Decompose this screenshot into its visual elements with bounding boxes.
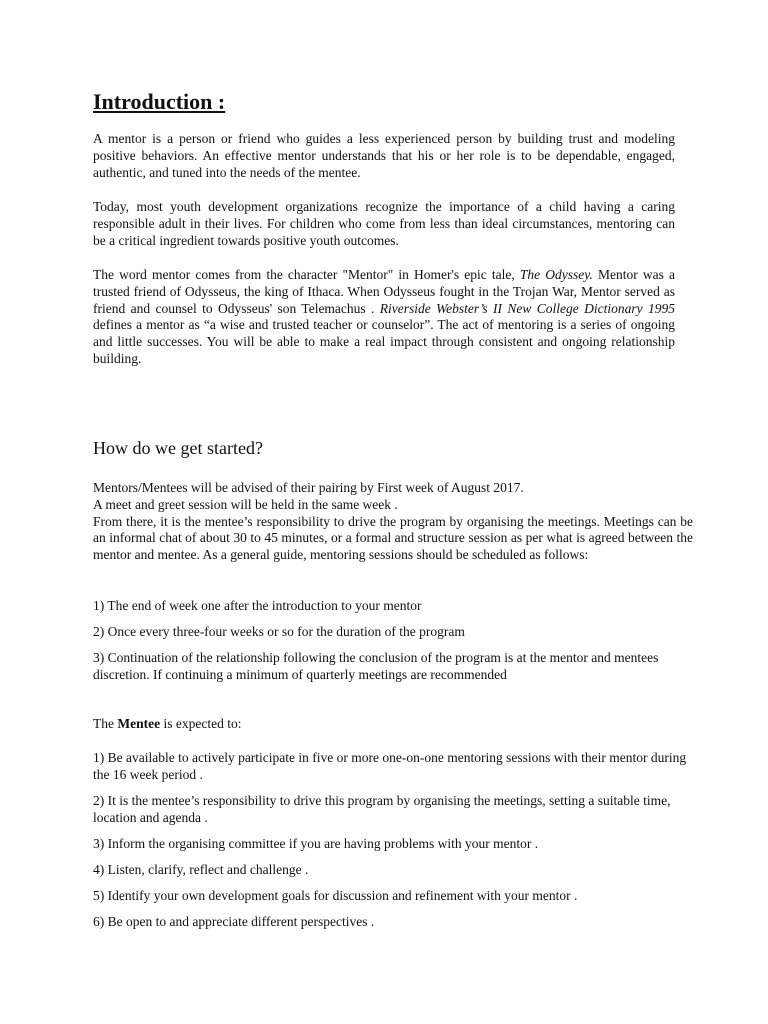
mentee-item-3: 3) Inform the organising committee if you are having problems with your mentor .: [93, 836, 539, 851]
intro-paragraph-2: Today, most youth development organizations recognize the importance of a child having a caring responsible adult in their lives. For children who come from less than ideal circumstances, mentoring can be a critical ingredient towards positive youth outcomes.: [93, 199, 675, 248]
mentee-intro: [93, 716, 693, 733]
getting-started-heading: How do we get started?: [93, 438, 263, 458]
schedule-item-3: 3) Continuation of the relationship following the conclusion of the program is at the mentor and mentees discretion. If continuing a minimum of quarterly meetings are recommended: [93, 650, 659, 682]
mentee-bold-label: Mentee: [117, 716, 161, 731]
schedule-item-1: 1) The end of week one after the introduction to your mentor: [93, 598, 422, 613]
pairing-line: Mentors/Mentees will be advised of their pairing by First week of August 2017.: [93, 480, 524, 495]
mentee-item-4: 4) Listen, clarify, reflect and challenge .: [93, 862, 309, 877]
intro-paragraph-1: A mentor is a person or friend who guides a less experienced person by building trust and modeling positive behaviors. An effective mentor understands that his or her role is to be dependable, engaged, authentic, and tuned into the needs of the mentee.: [93, 131, 675, 180]
odyssey-title: The Odyssey.: [519, 267, 593, 282]
getting-started-body: [93, 480, 693, 564]
intro-paragraph-3-part-b: Mentor was a trusted friend of Odysseus, the king of Ithaca. When Odysseus fought in the Trojan War, Mentor served as friend and counsel to Odysseus' son Telemachus .: [93, 267, 676, 316]
mentee-item-2: 2) It is the mentee’s responsibility to drive this program by organising the meetings, setting a suitable time, location and agenda .: [93, 793, 671, 825]
schedule-item-2: 2) Once every three-four weeks or so for the duration of the program: [93, 624, 465, 639]
intro-paragraph-3: [93, 267, 675, 368]
introduction-heading: Introduction :: [93, 89, 226, 114]
mentee-item-1: 1) Be available to actively participate in five or more one-on-one mentoring sessions with their mentor during the 16 week period .: [93, 750, 687, 782]
responsibility-line: From there, it is the mentee’s responsibility to drive the program by organising the meetings. Meetings can be an informal chat of about 30 to 45 minutes, or a formal and structure session as per what is agreed between the mentor and mentee. As a general guide, mentoring sessions should be scheduled as follows:: [93, 513, 693, 563]
mentee-intro-prefix: The: [93, 716, 118, 731]
mentee-item-5: 5) Identify your own development goals for discussion and refinement with your mentor .: [93, 888, 578, 903]
intro-paragraph-3-part-a: The word mentor comes from the character "Mentor" in Homer's epic tale,: [93, 267, 520, 282]
intro-paragraph-3-part-c: defines a mentor as “a wise and trusted teacher or counselor”. The act of mentoring is a series of ongoing and little successes. You will be able to make a real impact through consistent and ongoing relationship building.: [93, 317, 675, 366]
dictionary-title: Riverside Webster’s II New College Dictionary 1995: [379, 300, 675, 316]
mentee-item-6: 6) Be open to and appreciate different perspectives .: [93, 914, 375, 929]
mentee-intro-suffix: is expected to:: [160, 716, 242, 731]
meet-greet-line: A meet and greet session will be held in the same week .: [93, 496, 398, 512]
